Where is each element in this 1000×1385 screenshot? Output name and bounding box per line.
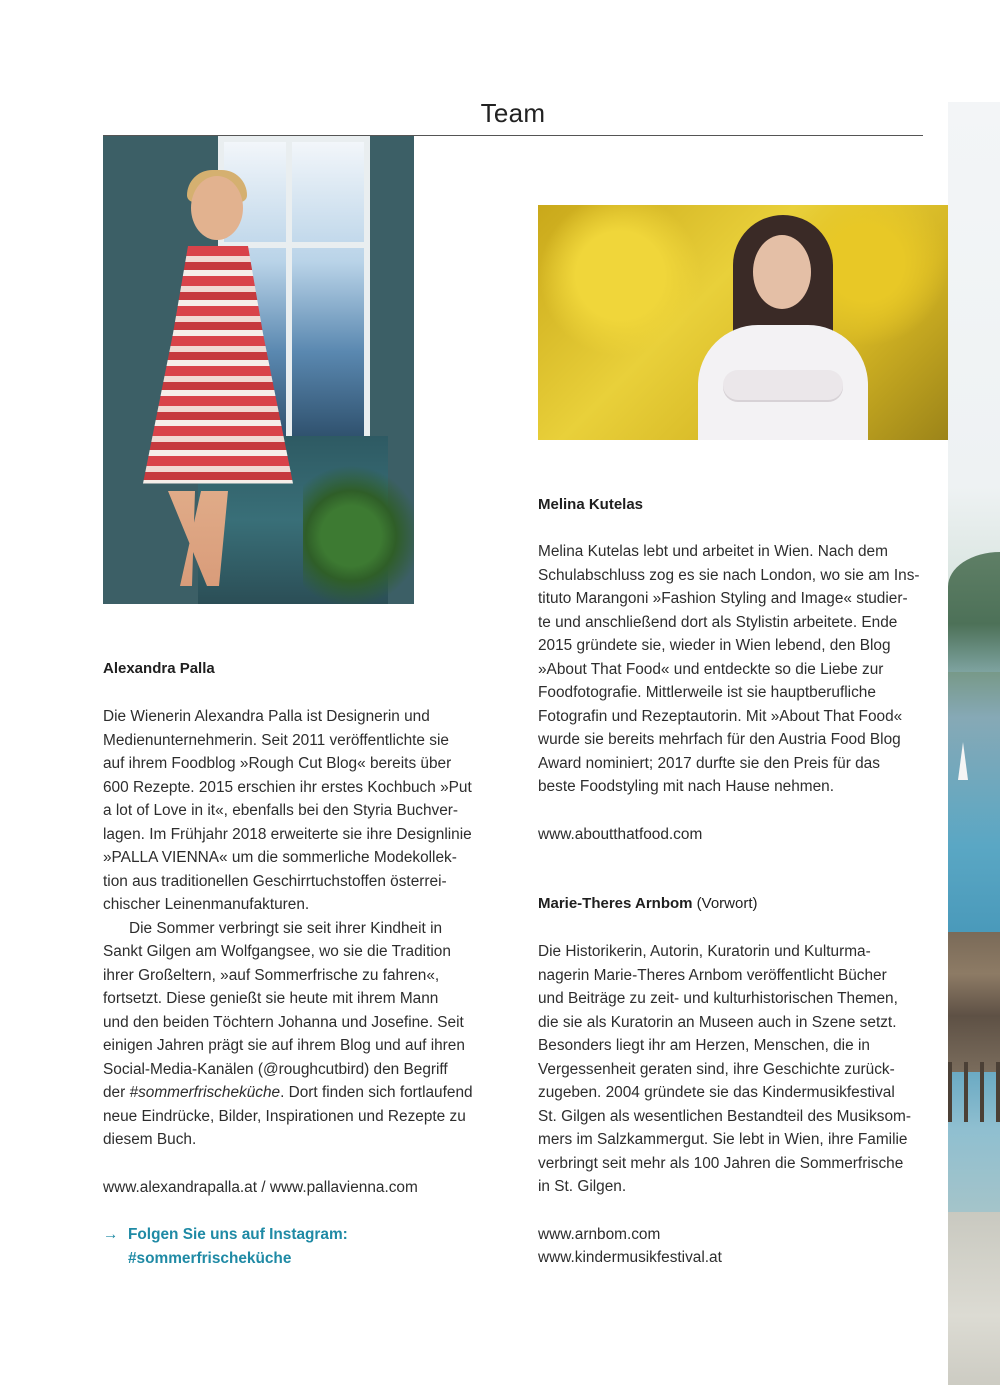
pier-legs-shape <box>948 1062 1000 1122</box>
bio-melina-kutelas <box>538 540 938 799</box>
bio-paragraph-1: Die Wienerin Alexandra Palla ist Designerin und Medienunternehmerin. Seit 2011 veröffentlichte sie auf ihrem Foodblog »Rough Cut Blog« bereits über 600 Rezepte. 2015 erschien ihr erstes Kochbuch »Put a lot of Love in it«, ebenfalls bei den Styria Buchver- lagen. Im Frühjahr 2018 erweiterte sie ihre Designlinie »PALLA VIENNA« um die sommerliche Modekollek- tion aus traditionellen Geschirrtuchstoffen österrei- chischer Leinenmanufakturen. <box>103 708 472 913</box>
link-arnbom[interactable]: www.arnbom.com <box>538 1226 661 1243</box>
photo-alexandra-palla <box>103 136 414 604</box>
name-text: Marie-Theres Arnbom <box>538 895 693 912</box>
shore-shape <box>948 1212 1000 1385</box>
pier-shape <box>948 932 1000 1072</box>
role-text: (Vorwort) <box>696 895 758 912</box>
name-alexandra-palla: Alexandra Palla <box>103 660 215 677</box>
arrow-right-icon: → <box>103 1226 119 1243</box>
photo-melina-kutelas <box>538 205 948 440</box>
page-title: Team <box>480 98 546 128</box>
face-shape <box>753 235 811 309</box>
links-alexandra-palla[interactable]: www.alexandrapalla.at / www.pallavienna.com <box>103 1179 418 1196</box>
bio-alexandra-palla <box>103 705 503 1152</box>
bio-paragraph: Die Historikerin, Autorin, Kuratorin und Kulturma- nagerin Marie-Theres Arnbom veröffentlicht Bücher und Beiträge zu zeit- und kulturhistorischen Themen, die sie als Kuratorin an Museen auch in Szene setzt. Besonders liegt ihr am Herzen, Menschen, die in Vergessenheit geraten sind, ihre Geschichte zurück- zugeben. 2004 gründete sie das Kindermusikfestival St. Gilgen als wesentlichen Bestandteil des Musiksom- mers im Salzkammergut. Sie lebt in Wien, ihre Familie verbringt seit mehr als 100 Jahren die Sommerfrische in St. Gilgen. <box>538 943 911 1195</box>
link-aboutthatfood[interactable]: www.aboutthatfood.com <box>538 826 703 843</box>
bio-paragraph-2: Die Sommer verbringt sie seit ihrer Kindheit in Sankt Gilgen am Wolfgangsee, wo sie die Tradition ihrer Großeltern, »auf Sommerfrische zu fahren«, fortsetzt. Diese genießt sie heute mit ihrem Mann und den beiden Töchtern Johanna und Josefine. Seit einigen Jahren prägt sie auf ihrem Blog und auf ihren Social-Media-Kanälen (@roughcutbird) den Begriff der #sommerfrischeküche. Dort finden sich fortlaufend neue Eindrücke, Bilder, Inspirationen und Rezepte zu diesem Buch. <box>103 919 473 1148</box>
hills-shape <box>948 552 1000 672</box>
instagram-callout[interactable] <box>103 1223 463 1270</box>
link-kindermusikfestival[interactable]: www.kindermusikfestival.at <box>538 1249 722 1266</box>
arms-shape <box>723 370 843 400</box>
instagram-label: Folgen Sie uns auf Instagram: <box>128 1226 348 1243</box>
name-marie-theres-arnbom <box>538 895 758 912</box>
bio-marie-theres-arnbom <box>538 940 938 1199</box>
sailboat-shape <box>958 742 968 780</box>
instagram-hashtag[interactable]: #sommerfrischeküche <box>128 1249 292 1267</box>
plant-shape <box>303 466 414 604</box>
bio-paragraph: Melina Kutelas lebt und arbeitet in Wien. Nach dem Schulabschluss zog es sie nach London, wo sie am Ins- tituto Marangoni »Fashion Styling and Image« studier- te und anschließend dort als Stylistin arbeitete. Ende 2015 gründete sie, wieder in Wien lebend, den Blog »About That Food« und entdeckte so die Liebe zur Foodfotografie. Mittlerweile ist sie hauptberufliche Fotografin und Rezeptautorin. Mit »About That Food« wurde sie bereits mehrfach für den Austria Food Blog Award nominiert; 2017 durfte sie den Preis für das beste Foodstyling mit nach Hause nehmen. <box>538 543 920 795</box>
name-melina-kutelas: Melina Kutelas <box>538 496 644 513</box>
head-shape <box>191 176 243 240</box>
lake-photo-strip <box>948 102 1000 1385</box>
